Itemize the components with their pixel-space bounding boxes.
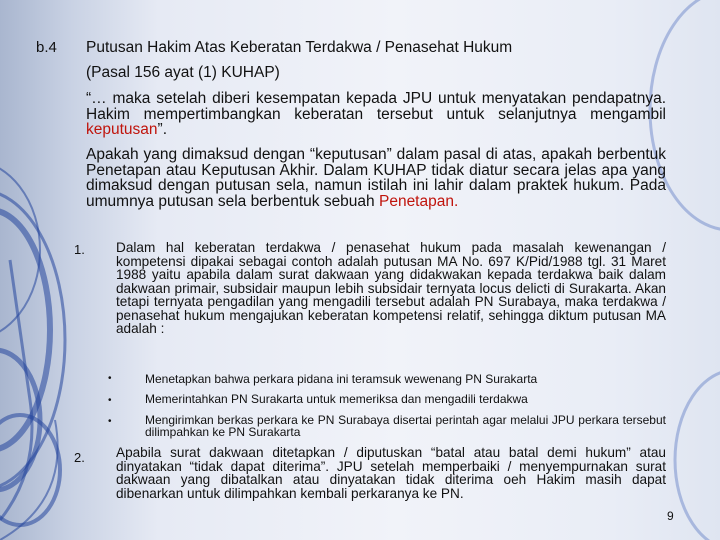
list-item-text: Dalam hal keberatan terdakwa / penasehat hukum pada masalah kewenangan / kompetensi dipakai sebagai contoh adalah putusan MA No. 697 K/Pid/1988 tgl. 31 Maret 1988 yaitu apabila dalam surat dakwaan yang didakwakan kepada terdakwa baik dalam dakwaan primair, subsidair maupun lebih subsidair ternyata locus delicti di Surakarta. Akan tetapi ternyata pengadilan yang mengadili tersebut adalah PN Surabaya, maka terdakwa / penasehat hukum mengajukan keberatan kompetensi relatif, sehingga diktum putusan MA adalah : xyxy=(116,240,666,336)
question-text: Apakah yang dimaksud dengan “keputusan” dalam pasal di atas, apakah berbentuk Penetapan atau Keputusan Akhir. Dalam KUHAP tidak diatur secara jelas apa yang dimaksud dengan putusan sela, namun istilah ini lahir dalam praktek hukum. Pada umumnya putusan sela berbentuk sebuah xyxy=(86,146,666,210)
legal-basis xyxy=(86,65,280,81)
list-item-marker: 1. xyxy=(74,242,85,257)
sub-item-text: Menetapkan bahwa perkara pidana ini teramsuk wewenang PN Surakarta xyxy=(145,372,538,386)
quote-text: “… maka setelah diberi kesempatan kepada JPU untuk menyatakan pendapatnya. Hakim mempertimbangkan keberatan tersebut untuk selanjutnya mengambil xyxy=(86,90,666,123)
kuhap-quote xyxy=(86,91,666,138)
page-number: 9 xyxy=(667,509,674,523)
bullet-icon: • xyxy=(108,416,112,427)
sub-item-text: Memerintahkan PN Surakarta untuk memeriksa dan mengadili terdakwa xyxy=(145,392,528,406)
question-highlight: Penetapan. xyxy=(378,192,459,210)
quote-closing: ”. xyxy=(157,121,167,138)
bullet-icon: • xyxy=(108,395,112,406)
question-paragraph xyxy=(86,147,666,209)
quote-highlight: keputusan xyxy=(86,121,158,138)
sub-item-text: Mengirimkan berkas perkara ke PN Surabaya disertai perintah agar melalui JPU perkara tersebut dilimpahkan ke PN Surakarta xyxy=(145,413,666,439)
list-item-marker: 2. xyxy=(74,450,85,465)
legal-basis-text: (Pasal 156 ayat (1) KUHAP) xyxy=(86,64,280,81)
section-number: b.4 xyxy=(36,39,57,56)
bullet-icon: • xyxy=(108,373,112,384)
list-item-text: Apabila surat dakwaan ditetapkan / diputuskan “batal atau batal demi hukum” atau dinyatakan “tidak dapat diterima”. JPU setelah memperbaiki / menyempurnakan surat dakwaan yang dibatalkan atau dinyatakan tidak diterima oeh Hakim masih dapat dibenarkan untuk dilimpahkan kembali perkaranya ke PN. xyxy=(116,445,666,501)
section-title: Putusan Hakim Atas Keberatan Terdakwa / Penasehat Hukum xyxy=(86,39,513,56)
